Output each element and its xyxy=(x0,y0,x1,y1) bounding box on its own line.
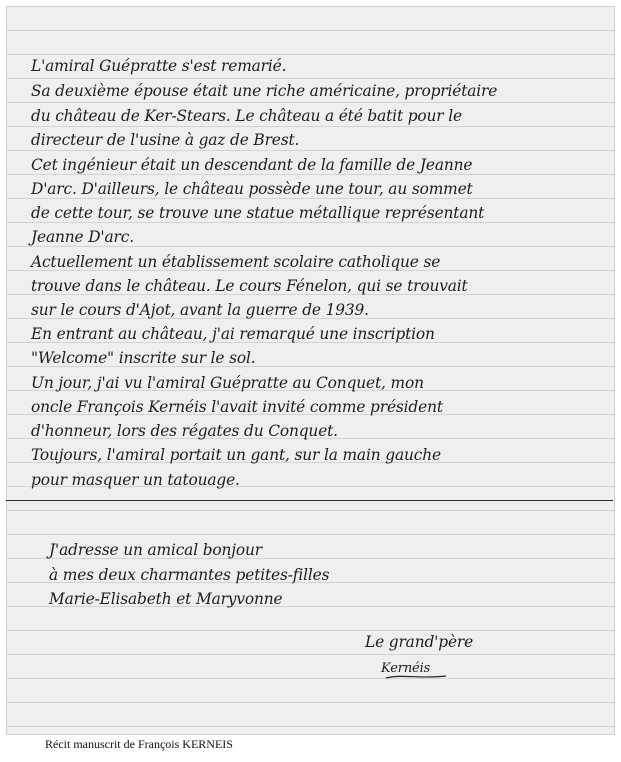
letter-line: de cette tour, se trouve une statue métallique représentant xyxy=(31,204,485,222)
handwritten-letter-page xyxy=(6,6,615,735)
letter-line: D'arc. D'ailleurs, le château possède une tour, au sommet xyxy=(31,180,473,198)
letter-line: L'amiral Guépratte s'est remarié. xyxy=(31,57,287,75)
letter-line: "Welcome" inscrite sur le sol. xyxy=(31,349,256,367)
greeting-line: J'adresse un amical bonjour xyxy=(49,541,262,559)
greeting-line: Marie-Elisabeth et Maryvonne xyxy=(49,590,283,608)
letter-line: Jeanne D'arc. xyxy=(31,228,134,246)
greeting-line: à mes deux charmantes petites-filles xyxy=(49,566,330,584)
letter-line: Actuellement un établissement scolaire catholique se xyxy=(31,253,441,271)
letter-line: directeur de l'usine à gaz de Brest. xyxy=(31,131,300,149)
letter-line: sur le cours d'Ajot, avant la guerre de 1939. xyxy=(31,301,369,319)
letter-line: Cet ingénieur était un descendant de la famille de Jeanne xyxy=(31,156,473,174)
letter-line: du château de Ker-Stears. Le château a été batit pour le xyxy=(31,107,462,125)
letter-line: d'honneur, lors des régates du Conquet. xyxy=(31,422,338,440)
letter-line: oncle François Kernéis l'avait invité comme président xyxy=(31,398,443,416)
letter-line: Un jour, j'ai vu l'amiral Guépratte au Conquet, mon xyxy=(31,374,424,392)
letter-line: trouve dans le château. Le cours Fénelon, qui se trouvait xyxy=(31,277,468,295)
letter-line: Sa deuxième épouse était une riche américaine, propriétaire xyxy=(31,82,498,100)
letter-line: Toujours, l'amiral portait un gant, sur la main gauche xyxy=(31,446,441,464)
letter-line: pour masquer un tatouage. xyxy=(31,471,240,489)
signature-underline-icon xyxy=(382,652,452,682)
closing-text: Le grand'père xyxy=(365,633,474,651)
letter-line: En entrant au château, j'ai remarqué une inscription xyxy=(31,325,435,343)
image-caption: Récit manuscrit de François KERNEIS xyxy=(45,737,233,751)
divider-line xyxy=(6,500,613,501)
signature: Kernéis xyxy=(381,661,431,676)
